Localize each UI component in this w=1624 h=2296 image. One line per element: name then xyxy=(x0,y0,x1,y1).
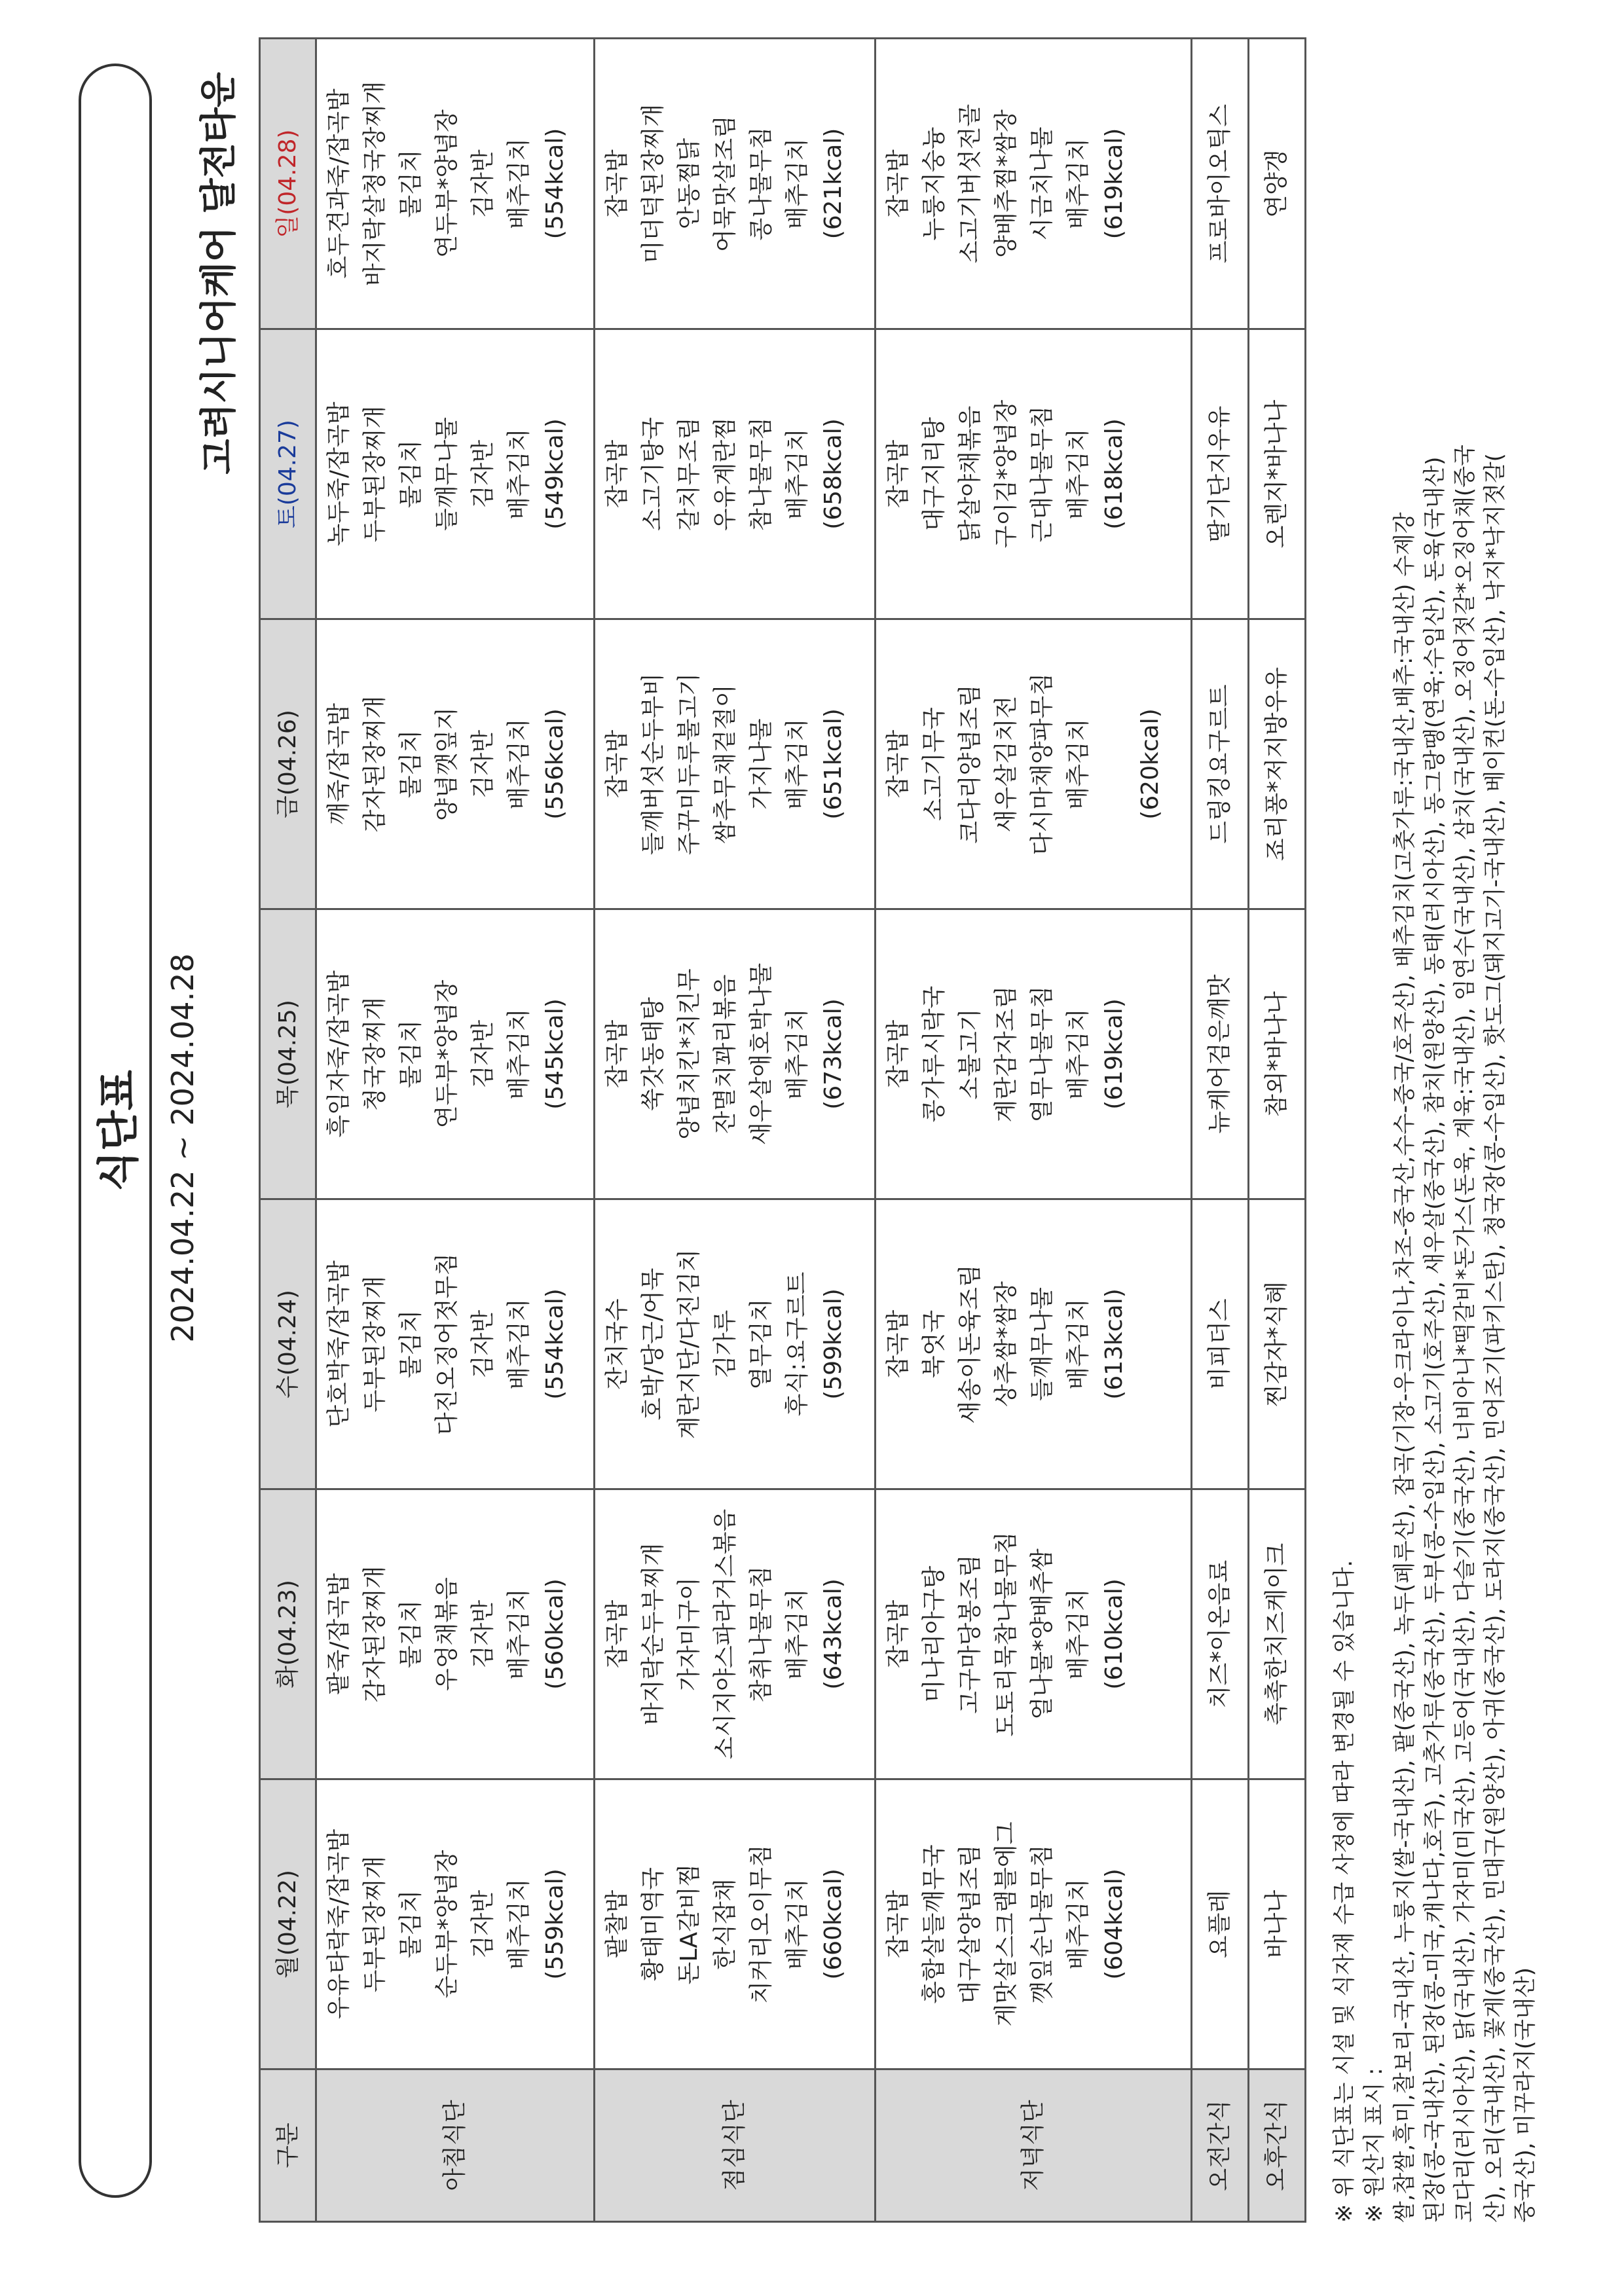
dish-item: 촉촉한치즈케이크 xyxy=(1263,1542,1291,1726)
dish-item: 요플레 xyxy=(1206,1889,1234,1959)
menu-cell xyxy=(875,909,1191,1199)
dish-item: 후식:요구르트 xyxy=(783,1271,811,1417)
dish-item: 배추김치 xyxy=(1064,1008,1092,1100)
dish-item: (549kcal) xyxy=(542,418,568,530)
dish-item: 김자반 xyxy=(470,729,496,799)
dish-item: 미더덕된장찌개 xyxy=(639,103,667,264)
dish-item: 양념깻잎지 xyxy=(434,707,460,821)
dish-item xyxy=(1096,623,1132,905)
dish-item: 배추김치 xyxy=(506,1878,532,1970)
dish-item: 한식잡채 xyxy=(711,1878,739,1970)
menu-cell xyxy=(594,619,875,909)
date-range: 2024.04.22 ~ 2024.04.28 xyxy=(165,953,200,1343)
dish-item: 물김치 xyxy=(397,1019,424,1089)
dish-item: 소시지야스파라거스볶음 xyxy=(711,1508,739,1760)
dish-item: 녹두죽/잡곡밥 xyxy=(325,401,352,547)
dish-item: 얼나물*양배추쌈 xyxy=(1028,1548,1056,1720)
dish-item: 상추쌈*쌈장 xyxy=(992,1281,1020,1407)
dish-item: 감자된장찌개 xyxy=(361,695,388,833)
dish-item: 고구마당봉조림 xyxy=(956,1554,984,1714)
dish-item: 잡곡밥 xyxy=(884,439,912,509)
dish-item: 황태미역국 xyxy=(639,1867,667,1981)
dish-item: 시금치나물 xyxy=(1028,126,1056,241)
dish-item: 구이김*양념장 xyxy=(992,399,1020,549)
menu-row xyxy=(316,39,595,2222)
dish-item: 치커리오이무침 xyxy=(747,1844,775,2004)
dish-item: 계란지단/다진김치 xyxy=(675,1248,703,1440)
dish-item: 연양갱 xyxy=(1263,149,1291,218)
header-row xyxy=(260,39,316,2222)
menu-cell xyxy=(875,39,1191,329)
dish-item: 새송이돈육조림 xyxy=(956,1264,984,1424)
dish-item: 배추김치 xyxy=(506,1298,532,1390)
origin-note-line: ※ 원산지 표시 : xyxy=(1361,2068,1388,2223)
day-header-fri: 금(04.26) xyxy=(260,619,316,909)
day-header-thu: 목(04.25) xyxy=(260,909,316,1199)
origin-note-line: 쌀,찹쌀,흑미,찰보리-국내산, 누룽지(쌀-국내산), 팥(중국산), 녹두(페루산), 잡곡(기장-우크라이나,차조-중국산,수수-중국/호주산), 배추김치(고춧가루:국내산,배추:국내산) 수제강 xyxy=(1392,512,1418,2223)
dish-item: 열무김치 xyxy=(747,1298,775,1390)
menu-cell xyxy=(1191,909,1248,1199)
dish-item: 두부된장찌개 xyxy=(361,1275,388,1413)
menu-cell xyxy=(1191,1779,1248,2069)
dish-item: 쑥갓동태탕 xyxy=(639,997,667,1111)
dish-item: 김가루 xyxy=(711,1309,739,1379)
dish-item: 호두견과죽/잡곡밥 xyxy=(325,88,352,279)
dish-item: 물김치 xyxy=(397,1309,424,1379)
corner-header: 구분 xyxy=(260,2069,316,2222)
menu-row xyxy=(594,39,875,2222)
dish-item: 소고기탕국 xyxy=(639,417,667,531)
dish-item: 물김치 xyxy=(397,1889,424,1959)
menu-cell xyxy=(875,1489,1191,1779)
dish-item: 양념치킨*치킨무 xyxy=(675,968,703,1140)
dish-item: 콩나물무침 xyxy=(747,126,775,241)
dish-item: 감자된장찌개 xyxy=(361,1565,388,1703)
dish-item: (604kcal) xyxy=(1100,1868,1128,1980)
dish-item: 치즈*이온음료 xyxy=(1206,1559,1234,1709)
row-label: 점심식단 xyxy=(594,2069,875,2222)
dish-item: 호박/당근/어묵 xyxy=(639,1267,667,1421)
dish-item: 깨죽/잡곡밥 xyxy=(325,703,352,826)
dish-item: 배추김치 xyxy=(1064,1878,1092,1970)
dish-item: (599kcal) xyxy=(819,1288,847,1400)
dish-item: 물김치 xyxy=(397,439,424,509)
dish-item: (554kcal) xyxy=(542,128,568,240)
dish-item: 양배추찜*쌈장 xyxy=(992,109,1020,258)
dish-item: 김자반 xyxy=(470,1889,496,1959)
dish-item: 참나물무침 xyxy=(747,417,775,531)
dish-item: 물김치 xyxy=(397,729,424,799)
dish-item: 다시마채양파무침 xyxy=(1028,672,1056,856)
day-header-sat: 토(04.27) xyxy=(260,329,316,619)
menu-cell xyxy=(594,1489,875,1779)
dish-item: 참취나물무침 xyxy=(747,1565,775,1703)
dish-item: 안동찜닭 xyxy=(675,137,703,230)
day-header-mon: 월(04.22) xyxy=(260,1779,316,2069)
dish-item: 잔멸치꽈리볶음 xyxy=(711,974,739,1134)
menu-cell xyxy=(1191,329,1248,619)
notes-section xyxy=(1329,39,1540,2223)
dish-item: (643kcal) xyxy=(819,1578,847,1690)
dish-item: 바나나 xyxy=(1263,1889,1291,1959)
dish-item: 잡곡밥 xyxy=(884,1019,912,1089)
dish-item: 돈LA갈비찜 xyxy=(675,1863,703,1985)
dish-item: 홍합살들깨무국 xyxy=(920,1844,948,2004)
menu-row xyxy=(875,39,1191,2222)
dish-item: 갈치무조림 xyxy=(675,417,703,531)
dish-item: 드링킹요구르트 xyxy=(1206,684,1234,844)
dish-item: 새우살애호박나물 xyxy=(747,962,775,1146)
dish-item: 잡곡밥 xyxy=(603,1599,631,1669)
day-header-sun: 일(04.28) xyxy=(260,39,316,329)
dish-item: 팥죽/잡곡밥 xyxy=(325,1573,352,1696)
dish-item: 우엉채볶음 xyxy=(434,1577,460,1691)
menu-cell xyxy=(1248,619,1305,909)
dish-item: 두부된장찌개 xyxy=(361,405,388,543)
dish-item: 북엇국 xyxy=(920,1309,948,1379)
dish-item: (673kcal) xyxy=(819,998,847,1110)
menu-cell xyxy=(875,1779,1191,2069)
origin-note-line: 중국산), 미꾸라지(국내산) xyxy=(1512,1967,1538,2223)
title-banner xyxy=(79,64,152,2198)
dish-item: 오렌지*바나나 xyxy=(1263,399,1291,549)
dish-item: (651kcal) xyxy=(819,708,847,820)
dish-item: 새우살김치전 xyxy=(992,695,1020,833)
dish-item: 죠리퐁*저지방우유 xyxy=(1263,666,1291,862)
dish-item: 배추김치 xyxy=(783,428,811,520)
dish-item: 열무나물무침 xyxy=(1028,985,1056,1123)
dish-item: 소고기무국 xyxy=(920,707,948,821)
dish-item: 김자반 xyxy=(470,1019,496,1089)
dish-item: 바지락살청국장찌개 xyxy=(361,81,388,286)
dish-item: 배추김치 xyxy=(506,137,532,230)
menu-cell xyxy=(316,39,595,329)
dish-item: 잡곡밥 xyxy=(603,439,631,509)
dish-item: 비피더스 xyxy=(1206,1298,1234,1390)
dish-item: 참외*바나나 xyxy=(1263,991,1291,1117)
dish-item: 김자반 xyxy=(470,1599,496,1669)
dish-item: (618kcal) xyxy=(1100,418,1128,530)
dish-item: (554kcal) xyxy=(542,1288,568,1400)
origin-note-line: 산), 오리(국내산), 꽃게(중국산), 민대구(원양산), 아귀(중국산), 도라지(중국산), 민어조기(파키스탄), 청국장(콩-수입산), 핫도그(돼지고기-국내산), 베이컨(돈-수입산), 낙지*낙지젓갈( xyxy=(1482,453,1508,2223)
dish-item: 물김치 xyxy=(397,149,424,218)
menu-body xyxy=(316,39,1306,2222)
dish-item: 우유계란찜 xyxy=(711,417,739,531)
dish-item: 찐감자*식혜 xyxy=(1263,1281,1291,1407)
menu-cell xyxy=(875,619,1191,909)
page-title: 식단표 xyxy=(95,1070,143,1192)
menu-cell xyxy=(594,39,875,329)
dish-item: 들깨무나물 xyxy=(434,417,460,531)
row-label: 아침식단 xyxy=(316,2069,595,2222)
menu-row xyxy=(1248,39,1305,2222)
dish-item: 팥찰밥 xyxy=(603,1889,631,1959)
dish-item: 배추김치 xyxy=(783,1008,811,1100)
dish-item: 들깨무나물 xyxy=(1028,1287,1056,1401)
dish-item: 잔치국수 xyxy=(603,1298,631,1390)
dish-item: (560kcal) xyxy=(542,1578,568,1690)
dish-item: 잡곡밥 xyxy=(884,1309,912,1379)
dish-item: 배추김치 xyxy=(506,1008,532,1100)
dish-item: 깻잎순나물무침 xyxy=(1028,1844,1056,2004)
menu-cell xyxy=(1191,39,1248,329)
dish-item: 콩가루시락국 xyxy=(920,985,948,1123)
dish-item: 소불고기 xyxy=(956,1008,984,1100)
dish-item: (658kcal) xyxy=(819,418,847,530)
dish-item: 계란감자조림 xyxy=(992,985,1020,1123)
menu-cell xyxy=(1248,1199,1305,1489)
dish-item: 잡곡밥 xyxy=(603,729,631,799)
dish-item: (610kcal) xyxy=(1100,1578,1128,1690)
dish-item: 게맛살스크램블에그 xyxy=(992,1821,1020,2027)
dish-item: 배추김치 xyxy=(783,1588,811,1680)
origin-note-line: 코다리(러시아산), 닭(국내산), 가자미(미국산), 고등어(국내산), 다슬기(중국산), 너비아니*떡갈비*돈가스(돈육, 계육:국내산), 임연수(국내산), 삼치(국내산), 오징어젓갈*오징어채(중국 xyxy=(1452,445,1478,2223)
menu-cell xyxy=(316,1489,595,1779)
dish-item: (621kcal) xyxy=(819,128,847,240)
dish-item: 어묵맛살조림 xyxy=(711,115,739,252)
dish-item: 잡곡밥 xyxy=(884,1599,912,1669)
menu-cell xyxy=(594,1779,875,2069)
dish-item: 소고기버섯전골 xyxy=(956,103,984,264)
dish-item: 근대나물무침 xyxy=(1028,405,1056,543)
dish-item: 배추김치 xyxy=(1064,137,1092,230)
dish-item: 닭살야채볶음 xyxy=(956,405,984,543)
dish-item: (613kcal) xyxy=(1100,1288,1128,1400)
dish-item: (545kcal) xyxy=(542,998,568,1110)
dish-item: 우유타락죽/잡곡밥 xyxy=(325,1829,352,2020)
dish-item: 김자반 xyxy=(470,149,496,218)
menu-cell xyxy=(1248,329,1305,619)
dish-item: 딸기단지우유 xyxy=(1206,405,1234,543)
menu-table xyxy=(259,37,1306,2223)
dish-item: 잡곡밥 xyxy=(884,149,912,218)
menu-row xyxy=(1191,39,1248,2222)
dish-item: 배추김치 xyxy=(783,1878,811,1970)
dish-item: 배추김치 xyxy=(1064,1298,1092,1390)
dish-item: 잡곡밥 xyxy=(884,1889,912,1959)
day-header-tue: 화(04.23) xyxy=(260,1489,316,1779)
dish-item: 미나리아구탕 xyxy=(920,1565,948,1703)
origin-note-line: 된장(콩-국내산), 된장(콩-미국,캐나다,호주), 고춧가루(중국산), 두부(콩-수입산), 소고기(호주산), 새우살(중국산), 참치(원양산), 동태(러시아산), 동그랑땡(연육:수입산), 돈육(국내산) xyxy=(1422,456,1448,2223)
row-label: 저녁식단 xyxy=(875,2069,1191,2222)
dish-item: 연두부*양념장 xyxy=(434,979,460,1129)
dish-item: (620kcal) xyxy=(1136,708,1164,820)
dish-item: 잡곡밥 xyxy=(603,149,631,218)
dish-item: 들깨버섯순두부비 xyxy=(639,672,667,856)
notice-text: ※ 위 식단표는 시설 및 식자재 수급 사정에 따라 변경될 수 있습니다. xyxy=(1331,1559,1357,2223)
dish-item: 대구지리탕 xyxy=(920,417,948,531)
day-header-wed: 수(04.24) xyxy=(260,1199,316,1489)
dish-item: 배추김치 xyxy=(506,1588,532,1680)
menu-cell xyxy=(594,329,875,619)
menu-cell xyxy=(1191,1199,1248,1489)
dish-item: (660kcal) xyxy=(819,1868,847,1980)
menu-cell xyxy=(316,1779,595,2069)
dish-item: (556kcal) xyxy=(542,708,568,820)
dish-item: 잡곡밥 xyxy=(884,729,912,799)
menu-cell xyxy=(316,909,595,1199)
menu-cell xyxy=(875,329,1191,619)
menu-cell xyxy=(875,1199,1191,1489)
dish-item: 단호박죽/잡곡밥 xyxy=(325,1260,352,1428)
dish-item: 뉴케어검은깨맛 xyxy=(1206,974,1234,1134)
dish-item: 배추김치 xyxy=(783,718,811,810)
dish-item: 주꾸미두루불고기 xyxy=(675,672,703,856)
dish-item: 가자미구이 xyxy=(675,1577,703,1691)
menu-cell xyxy=(1191,619,1248,909)
dish-item: 배추김치 xyxy=(506,718,532,810)
dish-item: 잡곡밥 xyxy=(603,1019,631,1089)
dish-item: 배추김치 xyxy=(1064,428,1092,520)
dish-item: 배추김치 xyxy=(1064,718,1092,810)
dish-item: (559kcal) xyxy=(542,1868,568,1980)
dish-item: (619kcal) xyxy=(1100,998,1128,1110)
menu-cell xyxy=(594,1199,875,1489)
menu-cell xyxy=(1248,909,1305,1199)
dish-item: 도토리묵참나물무침 xyxy=(992,1531,1020,1737)
dish-item: 가지나물 xyxy=(747,718,775,810)
menu-cell xyxy=(1191,1489,1248,1779)
organization-name: 고려시니어케어 달전타운 xyxy=(198,72,240,475)
dish-item: 다진오징어젓무침 xyxy=(434,1252,460,1436)
dish-item: 배추김치 xyxy=(1064,1588,1092,1680)
row-label: 오후간식 xyxy=(1248,2069,1305,2222)
dish-item: 연두부*양념장 xyxy=(434,109,460,258)
dish-item: 배추김치 xyxy=(783,137,811,230)
dish-item: 누룽지숭늉 xyxy=(920,126,948,241)
dish-item: 김자반 xyxy=(470,1309,496,1379)
dish-item: 프로바이오틱스 xyxy=(1206,103,1234,264)
menu-cell xyxy=(1248,39,1305,329)
dish-item: 쌈추무채겉절이 xyxy=(711,684,739,844)
dish-item: 바지락순두부찌개 xyxy=(639,1542,667,1726)
dish-item: 청국장찌개 xyxy=(361,997,388,1111)
dish-item: 순두부*양념장 xyxy=(434,1850,460,1999)
dish-item: 대구살양념조림 xyxy=(956,1844,984,2004)
menu-cell xyxy=(316,1199,595,1489)
dish-item: 흑임자죽/잡곡밥 xyxy=(325,970,352,1138)
menu-cell xyxy=(316,619,595,909)
dish-item: 물김치 xyxy=(397,1599,424,1669)
dish-item: 배추김치 xyxy=(506,428,532,520)
menu-cell xyxy=(316,329,595,619)
dish-item: 두부된장찌개 xyxy=(361,1855,388,1993)
menu-cell xyxy=(1248,1489,1305,1779)
dish-item: 김자반 xyxy=(470,439,496,509)
menu-cell xyxy=(594,909,875,1199)
row-label: 오전간식 xyxy=(1191,2069,1248,2222)
dish-item: 코다리양념조림 xyxy=(956,684,984,844)
dish-item: (619kcal) xyxy=(1100,128,1128,240)
menu-cell xyxy=(1248,1779,1305,2069)
